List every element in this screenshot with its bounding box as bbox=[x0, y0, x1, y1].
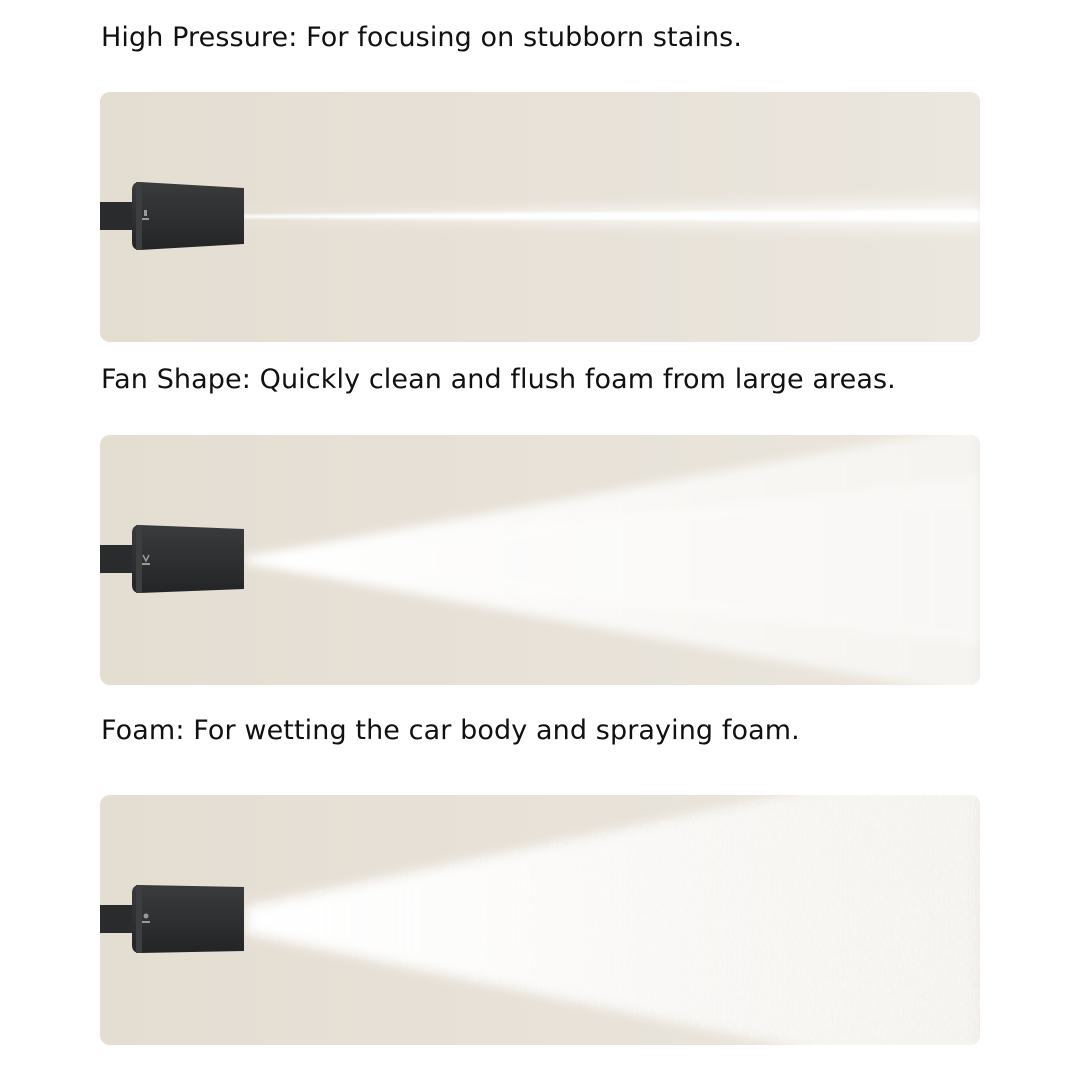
foam-spray-image bbox=[100, 795, 980, 1045]
jet-spray-illustration bbox=[100, 92, 980, 342]
foam-caption: Foam: For wetting the car body and spraying foam. bbox=[101, 715, 800, 746]
fan-spray-illustration bbox=[100, 435, 980, 685]
high-pressure-spray-image bbox=[100, 92, 980, 342]
foam-spray-illustration bbox=[100, 795, 980, 1045]
fan-shape-caption: Fan Shape: Quickly clean and flush foam from large areas. bbox=[101, 364, 896, 395]
high-pressure-caption: High Pressure: For focusing on stubborn stains. bbox=[101, 22, 743, 53]
fan-shape-spray-image bbox=[100, 435, 980, 685]
